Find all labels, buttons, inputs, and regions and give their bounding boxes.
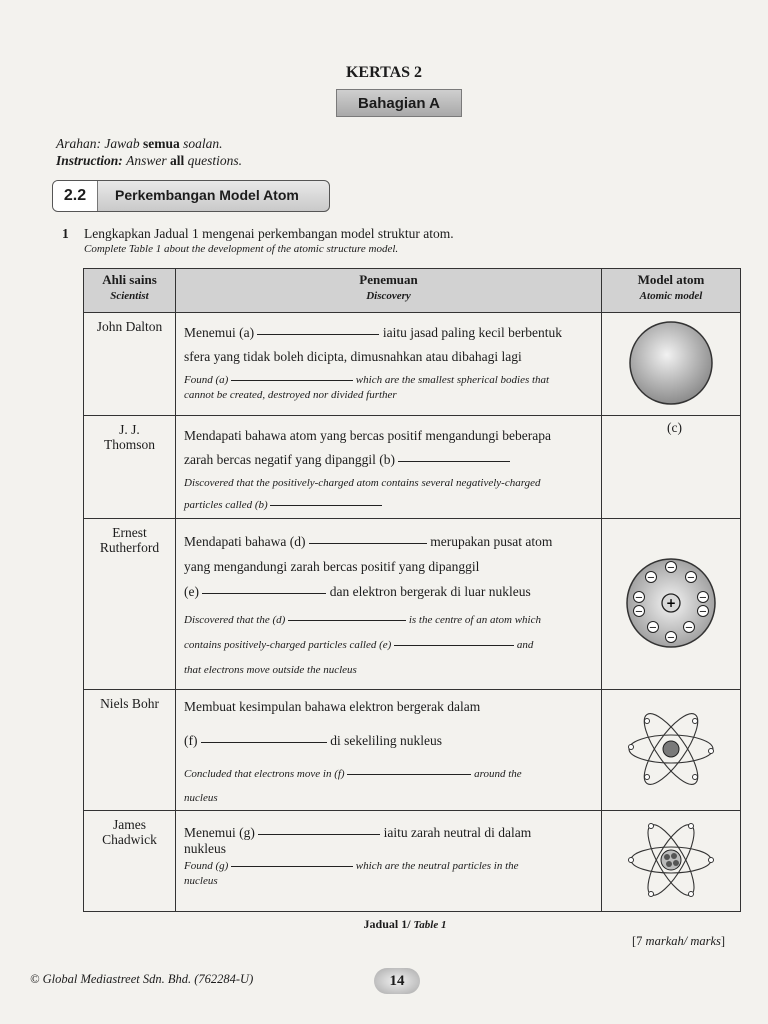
model-dalton [602,313,741,416]
answer-blank-b[interactable] [398,460,510,462]
solid-sphere-icon [623,317,719,409]
table-row [84,416,741,519]
neutron-model-icon [625,818,717,902]
bohr-model-icon [623,707,719,791]
table-header-row [84,269,741,313]
answer-blank-a[interactable] [257,333,379,335]
electron-charge: − [698,606,708,618]
question-text-ms: Lengkapkan Jadual 1 mengenai perkembangan model struktur atom. [84,226,454,241]
model-thomson-answer-c[interactable]: (c) [602,416,741,519]
question-number: 1 [62,226,69,241]
instruction-en: Instruction: Answer all questions. [56,153,243,168]
electron-charge: − [634,606,644,618]
header-discovery: Penemuan Discovery [176,269,602,313]
scientist-bohr: Niels Bohr [84,690,176,811]
electron-charge: − [666,562,676,574]
nucleus-charge: + [665,596,677,610]
header-atomic-model: Model atom Atomic model [602,269,741,313]
electron-charge: − [634,592,644,604]
discovery-thomson: Mendapati bahawa atom yang bercas positif mengandungi beberapa zarah bercas negatif yang dipanggil (b) Discovered that the positively-charged atom contains several negatively-charged particles called (b) [176,416,602,519]
discovery-bohr: Membuat kesimpulan bahawa elektron bergerak dalam (f) di sekeliling nukleus Concluded that electrons move in (f) around the nucleus [176,690,602,811]
copyright: © Global Mediastreet Sdn. Bhd. (762284-U) [30,972,254,986]
table-row [84,519,741,690]
scientist-chadwick: James Chadwick [84,811,176,912]
section-banner: Bahagian A [336,89,462,117]
paper-title: KERTAS 2 [345,64,423,81]
discovery-dalton: Menemui (a) iaitu jasad paling kecil berbentuk sfera yang tidak boleh dicipta, dimusnahkan atau dibahagi lagi Found (a) which are the smallest spherical bodies that cannot be created, destroyed nor divided further [176,313,602,416]
instruction-ms: Arahan: Jawab semua soalan. [56,136,223,151]
scientist-rutherford: Ernest Rutherford [84,519,176,690]
marks-label: [7 markah/ marks] [632,934,726,948]
model-rutherford [602,519,741,690]
scientist-thomson: J. J. Thomson [84,416,176,519]
model-chadwick [602,811,741,912]
model-bohr [602,690,741,811]
electron-charge: − [666,632,676,644]
page-number: 14 [374,968,420,994]
electron-charge: − [648,622,658,634]
scientist-dalton: John Dalton [84,313,176,416]
atomic-model-table [83,268,741,912]
question-text-en: Complete Table 1 about the development of the atomic structure model. [84,243,399,255]
topic-title: Perkembangan Model Atom [115,187,299,203]
electron-charge: − [646,572,656,584]
answer-blank-e[interactable] [202,592,326,594]
answer-blank-f[interactable] [201,741,327,743]
table-caption: Jadual 1/ Table 1 [363,917,447,931]
table-row [84,690,741,811]
nuclear-model-icon [623,555,719,651]
table-row [84,313,741,416]
electron-charge: − [686,572,696,584]
header-scientist: Ahli sains Scientist [84,269,176,313]
topic-number: 2.2 [53,181,98,211]
answer-blank-g[interactable] [258,833,380,835]
electron-charge: − [684,622,694,634]
topic-heading [52,180,330,212]
discovery-rutherford: Mendapati bahawa (d) merupakan pusat atom yang mengandungi zarah bercas positif yang dipanggil (e) dan elektron bergerak di luar nukleus Discovered that the (d) is the centre of an atom which contains positively-charged particles called (e) and that electrons move outside the nucleus [176,519,602,690]
electron-charge: − [698,592,708,604]
table-row [84,811,741,912]
answer-blank-d[interactable] [309,542,427,544]
discovery-chadwick: Menemui (g) iaitu zarah neutral di dalam nukleus Found (g) which are the neutral particles in the nucleus [176,811,602,912]
